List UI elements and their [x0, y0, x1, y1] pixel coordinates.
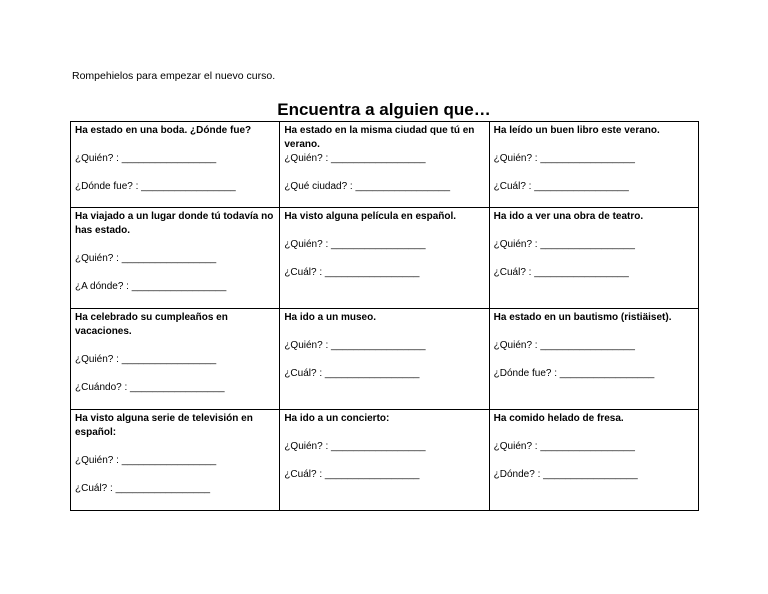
who-field[interactable]: ¿Quién? : _________________ — [493, 441, 635, 452]
cell-prompt: Ha ido a un museo. — [284, 312, 377, 323]
grid-cell — [280, 122, 489, 208]
detail-field[interactable]: ¿A dónde? : _________________ — [75, 281, 227, 292]
who-field[interactable]: ¿Quién? : _________________ — [284, 340, 426, 351]
who-field[interactable]: ¿Quién? : _________________ — [75, 455, 217, 466]
cell-prompt: Ha leído un buen libro este verano. — [493, 125, 660, 136]
detail-field[interactable]: ¿Cuándo? : _________________ — [75, 382, 225, 393]
who-field[interactable]: ¿Quién? : _________________ — [493, 340, 635, 351]
cell-prompt: Ha estado en la misma ciudad que tú en verano. — [284, 125, 475, 150]
who-field[interactable]: ¿Quién? : _________________ — [493, 153, 635, 164]
grid-cell — [280, 410, 489, 511]
grid-cell — [489, 122, 698, 208]
cell-prompt: Ha estado en un bautismo (ristiäiset). — [493, 312, 672, 323]
grid-cell — [280, 208, 489, 309]
grid-cell — [71, 309, 280, 410]
detail-field[interactable]: ¿Cuál? : _________________ — [284, 267, 420, 278]
who-field[interactable]: ¿Quién? : _________________ — [284, 239, 426, 250]
cell-prompt: Ha ido a un concierto: — [284, 413, 390, 424]
cell-prompt: Ha visto alguna película en español. — [284, 211, 457, 222]
cell-prompt: Ha celebrado su cumpleaños en vacaciones. — [75, 312, 228, 337]
grid-cell — [71, 410, 280, 511]
cell-prompt: Ha estado en una boda. ¿Dónde fue? — [75, 125, 252, 136]
detail-field[interactable]: ¿Qué ciudad? : _________________ — [284, 181, 451, 192]
cell-prompt: Ha visto alguna serie de televisión en español: — [75, 413, 253, 438]
grid-cell — [71, 208, 280, 309]
grid-row — [71, 122, 699, 208]
grid-cell — [489, 208, 698, 309]
grid-row — [71, 410, 699, 511]
bingo-grid — [70, 121, 699, 511]
intro-text: Rompehielos para empezar el nuevo curso. — [72, 70, 276, 82]
cell-prompt: Ha ido a ver una obra de teatro. — [493, 211, 644, 222]
detail-field[interactable]: ¿Cuál? : _________________ — [75, 483, 211, 494]
detail-field[interactable]: ¿Cuál? : _________________ — [284, 469, 420, 480]
grid-row — [71, 309, 699, 410]
worksheet-title: Encuentra a alguien que… — [277, 100, 491, 119]
who-field[interactable]: ¿Quién? : _________________ — [75, 253, 217, 264]
who-field[interactable]: ¿Quién? : _________________ — [75, 354, 217, 365]
grid-cell — [280, 309, 489, 410]
cell-prompt: Ha viajado a un lugar donde tú todavía no has estado. — [75, 211, 274, 236]
grid-cell — [71, 122, 280, 208]
detail-field[interactable]: ¿Dónde fue? : _________________ — [75, 181, 236, 192]
cell-prompt: Ha comido helado de fresa. — [493, 413, 624, 424]
grid-row — [71, 208, 699, 309]
who-field[interactable]: ¿Quién? : _________________ — [75, 153, 217, 164]
detail-field[interactable]: ¿Cuál? : _________________ — [284, 368, 420, 379]
grid-cell — [489, 309, 698, 410]
grid-cell — [489, 410, 698, 511]
detail-field[interactable]: ¿Cuál? : _________________ — [493, 181, 629, 192]
who-field[interactable]: ¿Quién? : _________________ — [284, 153, 426, 164]
detail-field[interactable]: ¿Dónde fue? : _________________ — [493, 368, 655, 379]
who-field[interactable]: ¿Quién? : _________________ — [493, 239, 635, 250]
detail-field[interactable]: ¿Dónde? : _________________ — [493, 469, 638, 480]
who-field[interactable]: ¿Quién? : _________________ — [284, 441, 426, 452]
detail-field[interactable]: ¿Cuál? : _________________ — [493, 267, 629, 278]
